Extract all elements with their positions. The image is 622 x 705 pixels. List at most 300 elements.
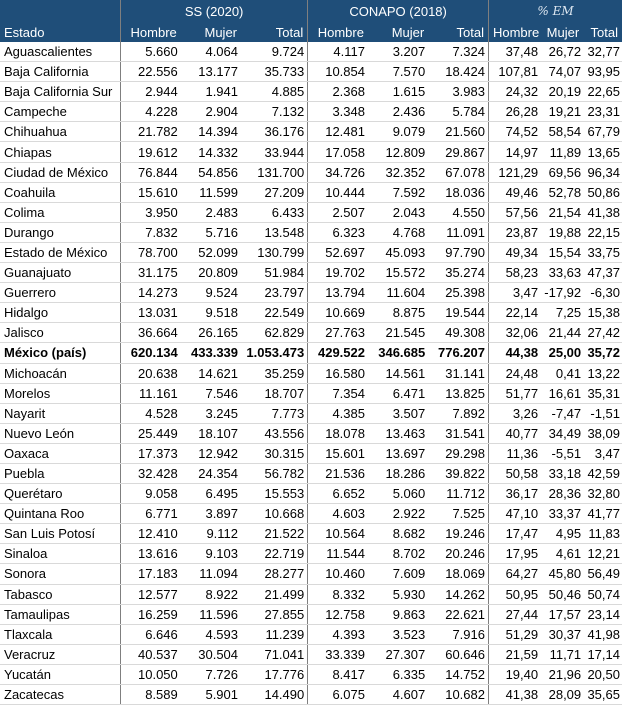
cell-conapo-mujer: 5.060 <box>368 484 428 504</box>
header-blank <box>0 0 121 22</box>
table-row <box>0 222 622 242</box>
cell-conapo-mujer: 2.436 <box>368 102 428 122</box>
group-ss-2020: SS (2020) <box>121 0 308 22</box>
cell-conapo-hombre: 2.507 <box>308 202 368 222</box>
cell-ss-mujer: 52.099 <box>181 242 241 262</box>
cell-em-mujer: 74,07 <box>540 62 583 82</box>
cell-em-hombre: 40,77 <box>488 423 540 443</box>
cell-conapo-mujer: 14.561 <box>368 363 428 383</box>
cell-conapo-total: 35.274 <box>428 263 488 283</box>
cell-ss-hombre: 17.373 <box>121 443 181 463</box>
cell-ss-hombre: 11.161 <box>121 383 181 403</box>
cell-ss-mujer: 14.394 <box>181 122 241 142</box>
cell-em-total: 20,50 <box>583 664 622 684</box>
cell-estado: Estado de México <box>0 242 121 262</box>
cell-em-mujer: 11,71 <box>540 644 583 664</box>
cell-ss-hombre: 8.589 <box>121 685 181 705</box>
col-ss-hombre: Hombre <box>121 22 181 42</box>
cell-ss-total: 23.797 <box>241 283 308 303</box>
cell-conapo-mujer: 4.607 <box>368 685 428 705</box>
table-row <box>0 544 622 564</box>
cell-estado: Aguascalientes <box>0 42 121 62</box>
cell-ss-hombre: 25.449 <box>121 423 181 443</box>
cell-em-mujer: -17,92 <box>540 283 583 303</box>
cell-conapo-mujer: 8.682 <box>368 524 428 544</box>
cell-em-hombre: 3,47 <box>488 283 540 303</box>
cell-conapo-hombre: 6.323 <box>308 222 368 242</box>
cell-em-hombre: 17,95 <box>488 544 540 564</box>
cell-ss-mujer: 4.064 <box>181 42 241 62</box>
cell-estado: Quintana Roo <box>0 504 121 524</box>
cell-ss-total: 33.944 <box>241 142 308 162</box>
cell-em-hombre: 36,17 <box>488 484 540 504</box>
cell-estado: Nayarit <box>0 403 121 423</box>
cell-em-total: 50,74 <box>583 584 622 604</box>
cell-em-mujer: 69,56 <box>540 162 583 182</box>
cell-estado: Querétaro <box>0 484 121 504</box>
cell-ss-total: 131.700 <box>241 162 308 182</box>
cell-em-mujer: 11,89 <box>540 142 583 162</box>
cell-em-mujer: 21,44 <box>540 323 583 343</box>
cell-conapo-hombre: 4.385 <box>308 403 368 423</box>
cell-ss-mujer: 433.339 <box>181 343 241 363</box>
cell-estado: Oaxaca <box>0 443 121 463</box>
cell-conapo-total: 11.091 <box>428 222 488 242</box>
table-row <box>0 202 622 222</box>
cell-em-mujer: 19,21 <box>540 102 583 122</box>
cell-estado: Sonora <box>0 564 121 584</box>
cell-conapo-total: 39.822 <box>428 463 488 483</box>
table-row <box>0 283 622 303</box>
cell-ss-hombre: 6.771 <box>121 504 181 524</box>
cell-ss-mujer: 1.941 <box>181 82 241 102</box>
cell-em-mujer: 0,41 <box>540 363 583 383</box>
cell-ss-hombre: 6.646 <box>121 624 181 644</box>
table-row-national-total <box>0 343 622 363</box>
cell-em-mujer: 52,78 <box>540 182 583 202</box>
cell-ss-hombre: 31.175 <box>121 263 181 283</box>
cell-ss-mujer: 13.177 <box>181 62 241 82</box>
table-row <box>0 242 622 262</box>
cell-ss-mujer: 11.599 <box>181 182 241 202</box>
cell-em-total: 23,14 <box>583 604 622 624</box>
cell-em-hombre: 44,38 <box>488 343 540 363</box>
cell-conapo-total: 19.544 <box>428 303 488 323</box>
cell-em-hombre: 3,26 <box>488 403 540 423</box>
cell-em-hombre: 50,95 <box>488 584 540 604</box>
cell-conapo-total: 18.036 <box>428 182 488 202</box>
cell-ss-mujer: 20.809 <box>181 263 241 283</box>
cell-conapo-mujer: 3.523 <box>368 624 428 644</box>
cell-em-total: 42,59 <box>583 463 622 483</box>
cell-em-hombre: 47,10 <box>488 504 540 524</box>
cell-ss-hombre: 9.058 <box>121 484 181 504</box>
cell-ss-mujer: 3.245 <box>181 403 241 423</box>
cell-em-mujer: 28,09 <box>540 685 583 705</box>
cell-em-mujer: -7,47 <box>540 403 583 423</box>
cell-conapo-mujer: 7.592 <box>368 182 428 202</box>
table-row <box>0 363 622 383</box>
cell-estado: Veracruz <box>0 644 121 664</box>
cell-conapo-hombre: 4.117 <box>308 42 368 62</box>
cell-estado: Durango <box>0 222 121 242</box>
cell-estado: Campeche <box>0 102 121 122</box>
cell-em-total: 13,22 <box>583 363 622 383</box>
cell-conapo-hombre: 34.726 <box>308 162 368 182</box>
cell-em-total: 93,95 <box>583 62 622 82</box>
cell-ss-mujer: 9.112 <box>181 524 241 544</box>
table-row <box>0 162 622 182</box>
col-estado: Estado <box>0 22 121 42</box>
cell-ss-total: 30.315 <box>241 443 308 463</box>
cell-conapo-mujer: 2.043 <box>368 202 428 222</box>
cell-em-total: 56,49 <box>583 564 622 584</box>
table-row <box>0 62 622 82</box>
table-row <box>0 504 622 524</box>
cell-ss-mujer: 14.332 <box>181 142 241 162</box>
cell-estado: México (país) <box>0 343 121 363</box>
cell-em-mujer: 50,46 <box>540 584 583 604</box>
cell-ss-mujer: 24.354 <box>181 463 241 483</box>
col-conapo-hombre: Hombre <box>308 22 368 42</box>
cell-estado: Sinaloa <box>0 544 121 564</box>
cell-estado: Baja California Sur <box>0 82 121 102</box>
cell-ss-total: 56.782 <box>241 463 308 483</box>
cell-em-mujer: 28,36 <box>540 484 583 504</box>
cell-conapo-mujer: 13.463 <box>368 423 428 443</box>
cell-ss-hombre: 16.259 <box>121 604 181 624</box>
cell-conapo-mujer: 1.615 <box>368 82 428 102</box>
table-row <box>0 664 622 684</box>
cell-ss-hombre: 40.537 <box>121 644 181 664</box>
cell-conapo-total: 29.298 <box>428 443 488 463</box>
cell-estado: Chihuahua <box>0 122 121 142</box>
cell-ss-hombre: 17.183 <box>121 564 181 584</box>
cell-em-mujer: 33,63 <box>540 263 583 283</box>
cell-em-mujer: 16,61 <box>540 383 583 403</box>
cell-ss-hombre: 78.700 <box>121 242 181 262</box>
cell-em-total: 32,80 <box>583 484 622 504</box>
cell-ss-total: 43.556 <box>241 423 308 443</box>
cell-ss-mujer: 30.504 <box>181 644 241 664</box>
cell-em-hombre: 24,48 <box>488 363 540 383</box>
cell-em-total: 47,37 <box>583 263 622 283</box>
cell-em-mujer: 45,80 <box>540 564 583 584</box>
cell-ss-total: 14.490 <box>241 685 308 705</box>
cell-ss-total: 21.499 <box>241 584 308 604</box>
cell-em-hombre: 37,48 <box>488 42 540 62</box>
cell-conapo-hombre: 2.368 <box>308 82 368 102</box>
cell-em-hombre: 57,56 <box>488 202 540 222</box>
cell-conapo-mujer: 18.286 <box>368 463 428 483</box>
cell-ss-hombre: 5.660 <box>121 42 181 62</box>
cell-conapo-total: 7.324 <box>428 42 488 62</box>
cell-ss-hombre: 32.428 <box>121 463 181 483</box>
cell-estado: Tlaxcala <box>0 624 121 644</box>
cell-estado: Jalisco <box>0 323 121 343</box>
cell-ss-total: 27.209 <box>241 182 308 202</box>
cell-conapo-total: 11.712 <box>428 484 488 504</box>
table-row <box>0 323 622 343</box>
cell-em-mujer: 25,00 <box>540 343 583 363</box>
cell-ss-mujer: 12.942 <box>181 443 241 463</box>
cell-em-mujer: 30,37 <box>540 624 583 644</box>
cell-conapo-total: 14.752 <box>428 664 488 684</box>
cell-conapo-total: 5.784 <box>428 102 488 122</box>
cell-conapo-hombre: 18.078 <box>308 423 368 443</box>
table-row <box>0 403 622 423</box>
cell-estado: Michoacán <box>0 363 121 383</box>
cell-conapo-mujer: 7.570 <box>368 62 428 82</box>
cell-ss-hombre: 22.556 <box>121 62 181 82</box>
table-row <box>0 624 622 644</box>
table-row <box>0 102 622 122</box>
cell-conapo-hombre: 16.580 <box>308 363 368 383</box>
cell-em-hombre: 23,87 <box>488 222 540 242</box>
cell-em-total: 50,86 <box>583 182 622 202</box>
cell-conapo-hombre: 10.564 <box>308 524 368 544</box>
cell-ss-mujer: 9.518 <box>181 303 241 323</box>
cell-ss-total: 1.053.473 <box>241 343 308 363</box>
col-em-hombre: Hombre <box>488 22 540 42</box>
cell-em-total: 35,72 <box>583 343 622 363</box>
cell-estado: Puebla <box>0 463 121 483</box>
table-row <box>0 443 622 463</box>
cell-conapo-mujer: 11.604 <box>368 283 428 303</box>
cell-ss-total: 71.041 <box>241 644 308 664</box>
cell-estado: Zacatecas <box>0 685 121 705</box>
cell-conapo-hombre: 52.697 <box>308 242 368 262</box>
cell-em-hombre: 50,58 <box>488 463 540 483</box>
cell-conapo-total: 7.892 <box>428 403 488 423</box>
cell-conapo-mujer: 8.702 <box>368 544 428 564</box>
cell-em-mujer: 4,95 <box>540 524 583 544</box>
col-ss-mujer: Mujer <box>181 22 241 42</box>
cell-ss-total: 35.733 <box>241 62 308 82</box>
cell-estado: Morelos <box>0 383 121 403</box>
cell-ss-hombre: 20.638 <box>121 363 181 383</box>
cell-ss-total: 11.239 <box>241 624 308 644</box>
cell-conapo-total: 49.308 <box>428 323 488 343</box>
col-ss-total: Total <box>241 22 308 42</box>
cell-em-hombre: 21,59 <box>488 644 540 664</box>
table-row <box>0 42 622 62</box>
cell-em-mujer: 33,37 <box>540 504 583 524</box>
cell-conapo-mujer: 12.809 <box>368 142 428 162</box>
cell-ss-hombre: 2.944 <box>121 82 181 102</box>
cell-conapo-mujer: 5.930 <box>368 584 428 604</box>
cell-ss-mujer: 6.495 <box>181 484 241 504</box>
cell-conapo-mujer: 4.768 <box>368 222 428 242</box>
table-row <box>0 383 622 403</box>
cell-em-hombre: 11,36 <box>488 443 540 463</box>
cell-ss-hombre: 12.577 <box>121 584 181 604</box>
cell-conapo-mujer: 9.079 <box>368 122 428 142</box>
cell-estado: Baja California <box>0 62 121 82</box>
cell-em-hombre: 14,97 <box>488 142 540 162</box>
cell-ss-hombre: 21.782 <box>121 122 181 142</box>
cell-ss-mujer: 14.621 <box>181 363 241 383</box>
cell-estado: Nuevo León <box>0 423 121 443</box>
cell-ss-hombre: 15.610 <box>121 182 181 202</box>
cell-ss-total: 22.549 <box>241 303 308 323</box>
cell-em-total: 32,77 <box>583 42 622 62</box>
cell-em-total: 27,42 <box>583 323 622 343</box>
cell-conapo-total: 3.983 <box>428 82 488 102</box>
cell-ss-hombre: 13.031 <box>121 303 181 323</box>
cell-ss-mujer: 11.596 <box>181 604 241 624</box>
cell-conapo-mujer: 15.572 <box>368 263 428 283</box>
table-row <box>0 463 622 483</box>
cell-em-mujer: -5,51 <box>540 443 583 463</box>
cell-conapo-hombre: 10.460 <box>308 564 368 584</box>
cell-conapo-hombre: 8.332 <box>308 584 368 604</box>
cell-ss-total: 27.855 <box>241 604 308 624</box>
cell-ss-hombre: 14.273 <box>121 283 181 303</box>
cell-ss-hombre: 76.844 <box>121 162 181 182</box>
cell-conapo-hombre: 19.702 <box>308 263 368 283</box>
table-row <box>0 564 622 584</box>
cell-ss-total: 51.984 <box>241 263 308 283</box>
table-row <box>0 584 622 604</box>
cell-em-mujer: 20,19 <box>540 82 583 102</box>
cell-conapo-hombre: 13.794 <box>308 283 368 303</box>
col-conapo-total: Total <box>428 22 488 42</box>
cell-em-total: 41,38 <box>583 202 622 222</box>
cell-estado: Guerrero <box>0 283 121 303</box>
cell-conapo-hombre: 17.058 <box>308 142 368 162</box>
cell-ss-mujer: 4.593 <box>181 624 241 644</box>
cell-conapo-mujer: 21.545 <box>368 323 428 343</box>
cell-em-total: 67,79 <box>583 122 622 142</box>
table-row <box>0 122 622 142</box>
cell-em-hombre: 64,27 <box>488 564 540 584</box>
cell-ss-hombre: 3.950 <box>121 202 181 222</box>
cell-conapo-total: 4.550 <box>428 202 488 222</box>
cell-conapo-total: 60.646 <box>428 644 488 664</box>
cell-em-total: 35,65 <box>583 685 622 705</box>
cell-conapo-hombre: 6.652 <box>308 484 368 504</box>
cell-em-hombre: 27,44 <box>488 604 540 624</box>
cell-em-hombre: 22,14 <box>488 303 540 323</box>
cell-estado: Yucatán <box>0 664 121 684</box>
cell-em-hombre: 19,40 <box>488 664 540 684</box>
cell-em-total: -6,30 <box>583 283 622 303</box>
cell-ss-mujer: 2.483 <box>181 202 241 222</box>
cell-ss-mujer: 9.524 <box>181 283 241 303</box>
cell-estado: Colima <box>0 202 121 222</box>
cell-em-hombre: 49,46 <box>488 182 540 202</box>
cell-ss-mujer: 54.856 <box>181 162 241 182</box>
cell-ss-hombre: 36.664 <box>121 323 181 343</box>
cell-conapo-mujer: 9.863 <box>368 604 428 624</box>
cell-em-hombre: 41,38 <box>488 685 540 705</box>
cell-estado: Guanajuato <box>0 263 121 283</box>
cell-ss-mujer: 7.726 <box>181 664 241 684</box>
cell-conapo-hombre: 4.393 <box>308 624 368 644</box>
cell-conapo-hombre: 27.763 <box>308 323 368 343</box>
cell-conapo-total: 13.825 <box>428 383 488 403</box>
cell-em-total: 17,14 <box>583 644 622 664</box>
cell-ss-total: 7.132 <box>241 102 308 122</box>
cell-ss-mujer: 5.716 <box>181 222 241 242</box>
cell-conapo-total: 19.246 <box>428 524 488 544</box>
cell-ss-total: 21.522 <box>241 524 308 544</box>
cell-ss-hombre: 7.832 <box>121 222 181 242</box>
cell-conapo-hombre: 10.854 <box>308 62 368 82</box>
table-body <box>0 42 622 705</box>
cell-conapo-total: 22.621 <box>428 604 488 624</box>
cell-ss-total: 17.776 <box>241 664 308 684</box>
cell-ss-hombre: 620.134 <box>121 343 181 363</box>
cell-em-hombre: 51,29 <box>488 624 540 644</box>
cell-em-hombre: 107,81 <box>488 62 540 82</box>
cell-em-hombre: 51,77 <box>488 383 540 403</box>
cell-ss-mujer: 18.107 <box>181 423 241 443</box>
cell-ss-mujer: 7.546 <box>181 383 241 403</box>
cell-ss-total: 35.259 <box>241 363 308 383</box>
cell-conapo-total: 10.682 <box>428 685 488 705</box>
cell-em-hombre: 24,32 <box>488 82 540 102</box>
cell-conapo-mujer: 27.307 <box>368 644 428 664</box>
cell-conapo-hombre: 429.522 <box>308 343 368 363</box>
cell-conapo-total: 67.078 <box>428 162 488 182</box>
cell-conapo-hombre: 11.544 <box>308 544 368 564</box>
cell-em-mujer: 34,49 <box>540 423 583 443</box>
cell-estado: Hidalgo <box>0 303 121 323</box>
cell-estado: Chiapas <box>0 142 121 162</box>
cell-estado: Coahuila <box>0 182 121 202</box>
cell-ss-total: 18.707 <box>241 383 308 403</box>
cell-ss-mujer: 11.094 <box>181 564 241 584</box>
cell-conapo-mujer: 8.875 <box>368 303 428 323</box>
cell-conapo-total: 7.525 <box>428 504 488 524</box>
cell-em-total: 22,15 <box>583 222 622 242</box>
table-row <box>0 685 622 705</box>
cell-ss-total: 10.668 <box>241 504 308 524</box>
cell-conapo-hombre: 4.603 <box>308 504 368 524</box>
group-conapo-2018: CONAPO (2018) <box>308 0 489 22</box>
cell-conapo-total: 18.424 <box>428 62 488 82</box>
table-row <box>0 303 622 323</box>
cell-ss-total: 130.799 <box>241 242 308 262</box>
cell-em-hombre: 32,06 <box>488 323 540 343</box>
cell-em-hombre: 49,34 <box>488 242 540 262</box>
cell-em-mujer: 33,18 <box>540 463 583 483</box>
cell-conapo-total: 14.262 <box>428 584 488 604</box>
cell-conapo-total: 29.867 <box>428 142 488 162</box>
cell-ss-hombre: 12.410 <box>121 524 181 544</box>
cell-ss-hombre: 13.616 <box>121 544 181 564</box>
cell-em-mujer: 15,54 <box>540 242 583 262</box>
cell-em-total: 23,31 <box>583 102 622 122</box>
cell-conapo-hombre: 8.417 <box>308 664 368 684</box>
cell-conapo-mujer: 3.507 <box>368 403 428 423</box>
cell-conapo-total: 25.398 <box>428 283 488 303</box>
cell-ss-total: 4.885 <box>241 82 308 102</box>
cell-conapo-hombre: 15.601 <box>308 443 368 463</box>
cell-em-mujer: 19,88 <box>540 222 583 242</box>
table-row <box>0 604 622 624</box>
cell-conapo-mujer: 6.471 <box>368 383 428 403</box>
cell-conapo-hombre: 3.348 <box>308 102 368 122</box>
cell-conapo-mujer: 13.697 <box>368 443 428 463</box>
cell-conapo-mujer: 45.093 <box>368 242 428 262</box>
cell-em-hombre: 121,29 <box>488 162 540 182</box>
cell-ss-total: 22.719 <box>241 544 308 564</box>
table-row <box>0 524 622 544</box>
cell-ss-hombre: 4.528 <box>121 403 181 423</box>
